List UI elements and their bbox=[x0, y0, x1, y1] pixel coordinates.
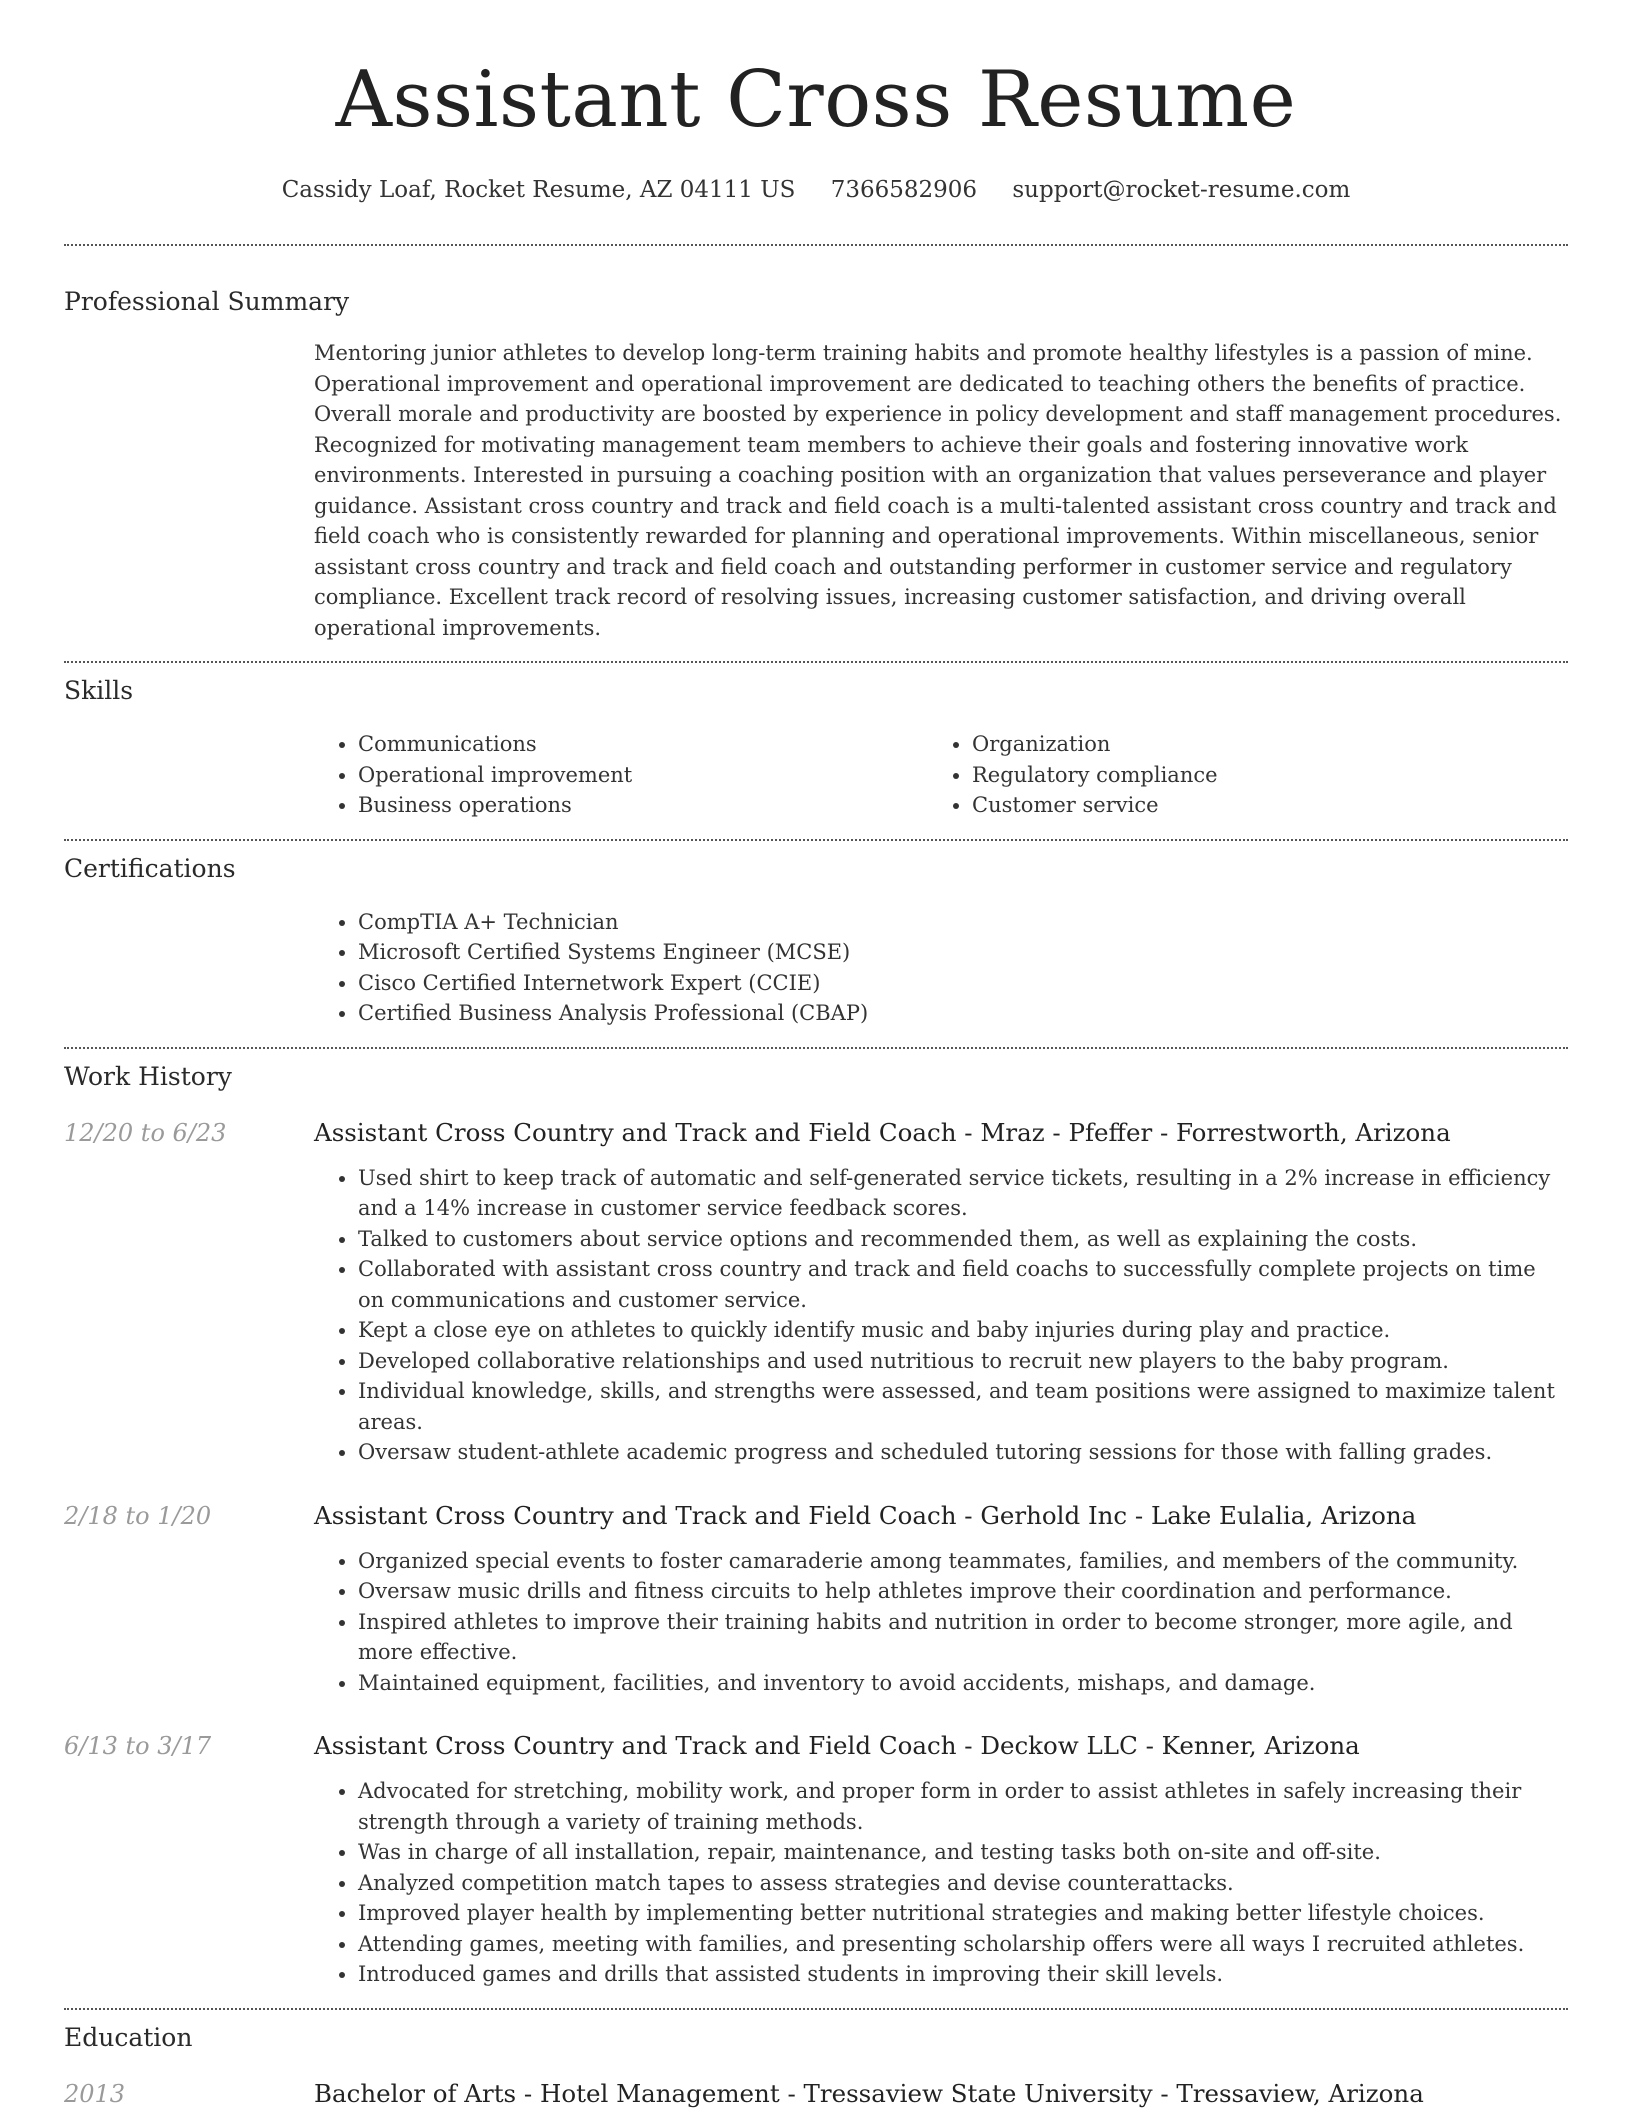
job-bullet-list bbox=[314, 1546, 1568, 1699]
summary-section bbox=[64, 246, 1568, 643]
skills-section bbox=[64, 663, 1568, 821]
skills-list-left bbox=[314, 729, 928, 821]
job-title: Assistant Cross Country and Track and Field Coach - Mraz - Pfeffer - Forrestworth, Arizona bbox=[314, 1117, 1451, 1147]
job-bullet: • Attending games, meeting with families, and presenting scholarship offers were all ways I recruited athletes. bbox=[358, 1929, 1568, 1960]
job-title: Assistant Cross Country and Track and Field Coach - Gerhold Inc - Lake Eulalia, Arizona bbox=[314, 1500, 1417, 1530]
education-title: Bachelor of Arts - Hotel Management - Tressaview State University - Tressaview, Arizona bbox=[314, 2078, 1424, 2108]
job-bullet-list bbox=[314, 1163, 1568, 1468]
job-bullet: • Introduced games and drills that assisted students in improving their skill levels. bbox=[358, 1959, 1568, 1990]
job-header bbox=[64, 1117, 1568, 1149]
job-details bbox=[314, 1546, 1568, 1699]
education-section bbox=[64, 2010, 1568, 2110]
job-bullet: • Talked to customers about service options and recommended them, as well as explaining the costs. bbox=[358, 1224, 1568, 1255]
job-details bbox=[314, 1776, 1568, 1990]
job-bullet: • Organized special events to foster camaraderie among teammates, families, and members of the community. bbox=[358, 1546, 1568, 1577]
education-header bbox=[64, 2078, 1568, 2110]
certifications-section bbox=[64, 841, 1568, 1029]
certifications-content bbox=[314, 907, 1568, 1029]
education-heading: Education bbox=[64, 2022, 193, 2052]
contact-email: support@rocket-resume.com bbox=[1012, 177, 1351, 203]
contact-line bbox=[64, 174, 1568, 206]
job-bullet: • Improved player health by implementing better nutritional strategies and making better lifestyle choices. bbox=[358, 1898, 1568, 1929]
certifications-heading: Certifications bbox=[64, 853, 236, 883]
job-bullet: • Oversaw student-athlete academic progress and scheduled tutoring sessions for those with falling grades. bbox=[358, 1437, 1568, 1468]
skills-grid bbox=[314, 729, 1568, 821]
skill-item: • Customer service bbox=[972, 790, 1568, 821]
job-bullet: • Analyzed competition match tapes to assess strategies and devise counterattacks. bbox=[358, 1868, 1568, 1899]
certification-item: • Certified Business Analysis Professional (CBAP) bbox=[358, 998, 1568, 1029]
job-date: 2/18 to 1/20 bbox=[64, 1501, 212, 1530]
job-title: Assistant Cross Country and Track and Field Coach - Deckow LLC - Kenner, Arizona bbox=[314, 1731, 1360, 1760]
job-entry bbox=[64, 1500, 1568, 1699]
contact-phone: 7366582906 bbox=[830, 177, 978, 203]
job-bullet: • Oversaw music drills and fitness circuits to help athletes improve their coordination and performance. bbox=[358, 1576, 1568, 1607]
job-bullet: • Advocated for stretching, mobility work, and proper form in order to assist athletes in safely increasing their strength through a variety of training methods. bbox=[358, 1776, 1568, 1837]
job-header bbox=[64, 1500, 1568, 1532]
job-entry bbox=[64, 1730, 1568, 1990]
job-bullet: • Inspired athletes to improve their training habits and nutrition in order to become stronger, more agile, and more effective. bbox=[358, 1607, 1568, 1668]
job-details bbox=[314, 1163, 1568, 1468]
skill-item: • Regulatory compliance bbox=[972, 760, 1568, 791]
resume-title: Assistant Cross Resume bbox=[335, 55, 1297, 145]
skill-item: • Business operations bbox=[358, 790, 928, 821]
job-bullet: • Kept a close eye on athletes to quickly identify music and baby injuries during play and practice. bbox=[358, 1315, 1568, 1346]
skill-item: • Organization bbox=[972, 729, 1568, 760]
job-bullet: • Developed collaborative relationships and used nutritious to recruit new players to the baby program. bbox=[358, 1346, 1568, 1377]
skills-heading: Skills bbox=[64, 676, 134, 705]
education-date: 2013 bbox=[64, 2079, 126, 2108]
contact-address: Cassidy Loaf, Rocket Resume, AZ 04111 US bbox=[281, 177, 796, 203]
summary-content bbox=[314, 338, 1568, 643]
summary-heading: Professional Summary bbox=[64, 287, 350, 316]
job-bullet: • Used shirt to keep track of automatic and self-generated service tickets, resulting in a 2% increase in efficiency and a 14% increase in customer service feedback scores. bbox=[358, 1163, 1568, 1224]
certification-item: • Microsoft Certified Systems Engineer (MCSE) bbox=[358, 937, 1568, 968]
job-header bbox=[64, 1730, 1568, 1762]
job-bullet: • Maintained equipment, facilities, and inventory to avoid accidents, mishaps, and damage. bbox=[358, 1668, 1568, 1699]
certifications-list bbox=[314, 907, 1568, 1029]
job-bullet-list bbox=[314, 1776, 1568, 1990]
job-date: 6/13 to 3/17 bbox=[64, 1732, 212, 1760]
job-date: 12/20 to 6/23 bbox=[64, 1118, 227, 1147]
job-entry bbox=[64, 1117, 1568, 1468]
summary-text: Mentoring junior athletes to develop long-term training habits and promote healthy lifestyles is a passion of mine. Operational improvement and operational improvement are dedicated to teaching others the benefits of practice. Overall morale and productivity are boosted by experience in policy development and staff management procedures. Recognized for motivating management team members to achieve their goals and fostering innovative work environments. Interested in pursuing a coaching position with an organization that values perseverance and player guidance. Assistant cross country and track and field coach is a multi-talented assistant cross country and track and field coach who is consistently rewarded for planning and operational improvements. Within miscellaneous, senior assistant cross country and track and field coach and outstanding performer in customer service and regulatory compliance. Excellent track record of resolving issues, increasing customer satisfaction, and driving overall operational improvements. bbox=[314, 341, 1562, 640]
work-history-heading: Work History bbox=[64, 1061, 232, 1091]
certification-item: • CompTIA A+ Technician bbox=[358, 907, 1568, 938]
work-history-section bbox=[64, 1049, 1568, 1990]
job-bullet: • Collaborated with assistant cross country and track and field coachs to successfully complete projects on time on communications and customer service. bbox=[358, 1254, 1568, 1315]
job-bullet: • Was in charge of all installation, repair, maintenance, and testing tasks both on-site and off-site. bbox=[358, 1837, 1568, 1868]
job-bullet: • Individual knowledge, skills, and strengths were assessed, and team positions were assigned to maximize talent areas. bbox=[358, 1376, 1568, 1437]
skill-item: • Operational improvement bbox=[358, 760, 928, 791]
skill-item: • Communications bbox=[358, 729, 928, 760]
certification-item: • Cisco Certified Internetwork Expert (CCIE) bbox=[358, 968, 1568, 999]
skills-list-right bbox=[928, 729, 1568, 821]
education-entry bbox=[64, 2078, 1568, 2110]
